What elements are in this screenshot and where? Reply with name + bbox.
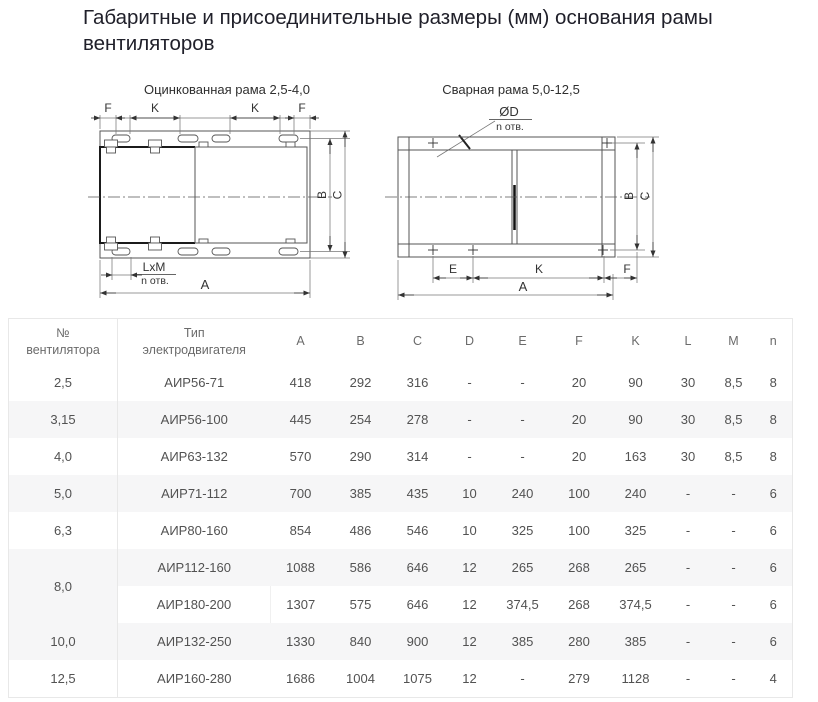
cell-value: 30 — [680, 449, 696, 464]
dimensions-table — [8, 318, 793, 698]
table-row — [9, 660, 793, 698]
header-row — [9, 319, 793, 365]
cell-value: 325 — [624, 523, 647, 538]
header-motor-type — [118, 319, 271, 365]
dim-label-n-holes: n отв. — [141, 275, 169, 287]
header-dim-m: M — [728, 334, 739, 349]
cell-value: 546 — [406, 523, 429, 538]
cell-value: 8,5 — [724, 449, 743, 464]
left-frame-bold-section — [100, 147, 195, 243]
cell-value: - — [520, 449, 525, 464]
cell-value: 6 — [769, 560, 777, 575]
cell-value: 12 — [462, 560, 477, 575]
left-drawing-title: Оцинкованная рама 2,5-4,0 — [143, 82, 311, 97]
header-dim-d: D — [464, 334, 475, 349]
cell-value: 100 — [568, 523, 590, 538]
header-dim-n: n — [769, 334, 777, 349]
right-bottom-dimensions — [398, 252, 637, 300]
cell-value: 292 — [349, 375, 372, 390]
cell-value: 575 — [349, 597, 372, 612]
header-fan-number — [9, 319, 118, 365]
cell-value: 374,5 — [619, 597, 652, 612]
cell-value: - — [520, 412, 525, 427]
cell-value: 900 — [406, 634, 429, 649]
cell-value: 100 — [568, 486, 590, 501]
technical-drawings — [0, 78, 818, 313]
dim-label-f-right: F — [623, 262, 631, 276]
cell-value: 445 — [289, 412, 312, 427]
left-frame-bolts — [105, 140, 162, 250]
cell-value: 30 — [680, 375, 696, 390]
cell-value: 4 — [769, 671, 777, 686]
cell-value: 840 — [349, 634, 372, 649]
header-dim-c: C — [412, 334, 423, 349]
cell-value: 570 — [289, 449, 312, 464]
cell-no: 5,0 — [9, 475, 118, 512]
cell-motor: АИР180-200 — [118, 586, 271, 623]
cell-motor: АИР160-280 — [157, 671, 232, 686]
right-hole-callout — [437, 104, 532, 157]
cell-value: 316 — [406, 375, 429, 390]
header-motor-type-line1: Тип — [183, 325, 205, 340]
cell-value: - — [731, 560, 736, 575]
dim-label-c-right: C — [638, 191, 652, 201]
cell-value: 290 — [349, 449, 372, 464]
cell-value: 314 — [406, 449, 429, 464]
cell-no: 3,15 — [9, 401, 118, 438]
cell-value: 418 — [289, 375, 312, 390]
cell-value: - — [685, 634, 691, 649]
table-body — [9, 364, 793, 698]
table-header — [9, 319, 793, 365]
left-frame-clips — [199, 142, 295, 243]
table-row — [9, 475, 793, 512]
cell-value: 700 — [289, 486, 312, 501]
cell-value: - — [731, 486, 736, 501]
cell-no: 12,5 — [9, 660, 118, 698]
table-row — [9, 401, 793, 438]
cell-value: - — [731, 523, 736, 538]
cell-value: 1004 — [346, 671, 375, 686]
cell-value: 435 — [406, 486, 429, 501]
table-row — [9, 364, 793, 401]
left-frame-slots — [112, 135, 298, 255]
left-top-dimensions — [91, 101, 319, 134]
right-drawing — [385, 82, 659, 300]
cell-value: 10 — [462, 523, 477, 538]
cell-value: - — [467, 412, 472, 427]
cell-value: - — [685, 671, 691, 686]
dim-label-f1: F — [104, 101, 112, 115]
cell-value: - — [520, 671, 525, 686]
cell-value: 6 — [769, 634, 777, 649]
dim-label-lxm: LxM — [142, 260, 166, 274]
cell-value: 265 — [511, 560, 534, 575]
cell-motor: АИР112-160 — [157, 560, 231, 575]
right-drawing-title: Сварная рама 5,0-12,5 — [442, 82, 580, 97]
dim-label-b-right: B — [622, 191, 636, 201]
drawings-section — [0, 78, 818, 313]
cell-value: 280 — [568, 634, 590, 649]
header-dim-e: E — [518, 334, 527, 349]
cell-value: 854 — [289, 523, 312, 538]
header-motor-type-line2: электродвигателя — [142, 342, 246, 357]
cell-value: 265 — [624, 560, 647, 575]
cell-value: 8,5 — [724, 412, 743, 427]
header-dim-k: K — [631, 334, 640, 349]
cell-value: 268 — [568, 597, 590, 612]
cell-value: 6 — [769, 486, 777, 501]
cell-value: 325 — [511, 523, 534, 538]
cell-value: 646 — [406, 560, 429, 575]
cell-value: 1307 — [286, 597, 316, 612]
cell-value: - — [685, 560, 691, 575]
cell-motor: АИР132-250 — [157, 634, 232, 649]
cell-motor: АИР80-160 — [160, 523, 228, 538]
cell-value: 279 — [568, 671, 590, 686]
cell-value: 20 — [571, 449, 587, 464]
table-row — [9, 549, 793, 586]
dim-label-e: E — [448, 262, 458, 276]
cell-value: - — [685, 486, 691, 501]
table-row — [9, 512, 793, 549]
cell-value: 12 — [462, 597, 477, 612]
left-frame-thin-section — [195, 147, 307, 243]
cell-value: 30 — [680, 412, 696, 427]
cell-value: 385 — [624, 634, 647, 649]
cell-value: - — [731, 597, 736, 612]
cell-value: 1686 — [286, 671, 315, 686]
cell-value: 374,5 — [506, 597, 539, 612]
dim-label-d: ØD — [499, 104, 519, 119]
header-dim-b: B — [356, 334, 365, 349]
cell-value: - — [685, 597, 691, 612]
left-drawing — [88, 82, 350, 298]
cell-value: 8 — [769, 449, 777, 464]
cell-value: - — [731, 634, 736, 649]
cell-value: 8,5 — [724, 375, 743, 390]
cell-value: 1075 — [403, 671, 432, 686]
cell-value: 240 — [624, 486, 647, 501]
cell-value: - — [520, 375, 525, 390]
cell-motor: АИР56-100 — [160, 412, 228, 427]
cell-value: 6 — [769, 597, 777, 612]
table-row — [9, 623, 793, 660]
cell-value: 486 — [349, 523, 372, 538]
dim-label-k-right: K — [534, 262, 544, 276]
table-row — [9, 586, 793, 623]
cell-value: 6 — [769, 523, 777, 538]
dim-label-k2: K — [250, 101, 260, 115]
cell-no: 10,0 — [9, 623, 118, 660]
cell-value: 254 — [349, 412, 372, 427]
cell-value: 1088 — [286, 560, 315, 575]
cell-value: 385 — [511, 634, 534, 649]
cell-no: 4,0 — [9, 438, 118, 475]
cell-value: 90 — [628, 412, 643, 427]
cell-value: 12 — [462, 671, 477, 686]
cell-value: 586 — [349, 560, 372, 575]
cell-value: 268 — [568, 560, 590, 575]
dim-label-c: C — [330, 190, 345, 200]
cell-value: 20 — [571, 412, 587, 427]
cell-value: 163 — [624, 449, 647, 464]
header-dim-l: L — [684, 334, 692, 349]
dim-label-n-holes-right: n отв. — [496, 121, 524, 133]
cell-value: 278 — [406, 412, 429, 427]
cell-value: 240 — [511, 486, 534, 501]
right-frame-hole-marks — [428, 138, 612, 255]
cell-motor: АИР56-71 — [164, 375, 225, 390]
dim-label-b: B — [315, 190, 329, 200]
right-side-dimensions — [610, 137, 659, 257]
cell-motor: АИР71-112 — [161, 486, 228, 501]
header-dim-f: F — [575, 334, 583, 349]
cell-value: 10 — [462, 486, 477, 501]
dim-label-a: A — [200, 277, 210, 292]
cell-motor: АИР63-132 — [160, 449, 228, 464]
cell-value: - — [731, 671, 736, 686]
left-bottom-dimensions — [100, 257, 310, 298]
header-fan-number-line1: № — [56, 325, 70, 340]
cell-value: 8 — [769, 412, 777, 427]
cell-no: 2,5 — [9, 364, 118, 401]
header-fan-number-line2: вентилятора — [26, 342, 100, 357]
cell-value: 12 — [462, 634, 477, 649]
dim-label-f2: F — [298, 101, 306, 115]
header-dim-a: A — [296, 334, 305, 349]
cell-value: - — [467, 449, 472, 464]
cell-value: 8 — [769, 375, 777, 390]
cell-no: 6,3 — [9, 512, 118, 549]
dim-label-k1: K — [150, 101, 160, 115]
cell-value: - — [467, 375, 472, 390]
cell-value: 90 — [628, 375, 643, 390]
table-row — [9, 438, 793, 475]
cell-no: 8,0 — [9, 549, 118, 623]
cell-value: 1330 — [286, 634, 315, 649]
cell-value: - — [685, 523, 691, 538]
dim-label-a-right: A — [518, 279, 528, 294]
cell-value: 20 — [571, 375, 587, 390]
page-title: Габаритные и присоединительные размеры (мм) основания рамы вентиляторов — [83, 6, 713, 55]
cell-value: 646 — [406, 597, 429, 612]
cell-value: 385 — [349, 486, 372, 501]
cell-value: 1128 — [621, 671, 650, 686]
